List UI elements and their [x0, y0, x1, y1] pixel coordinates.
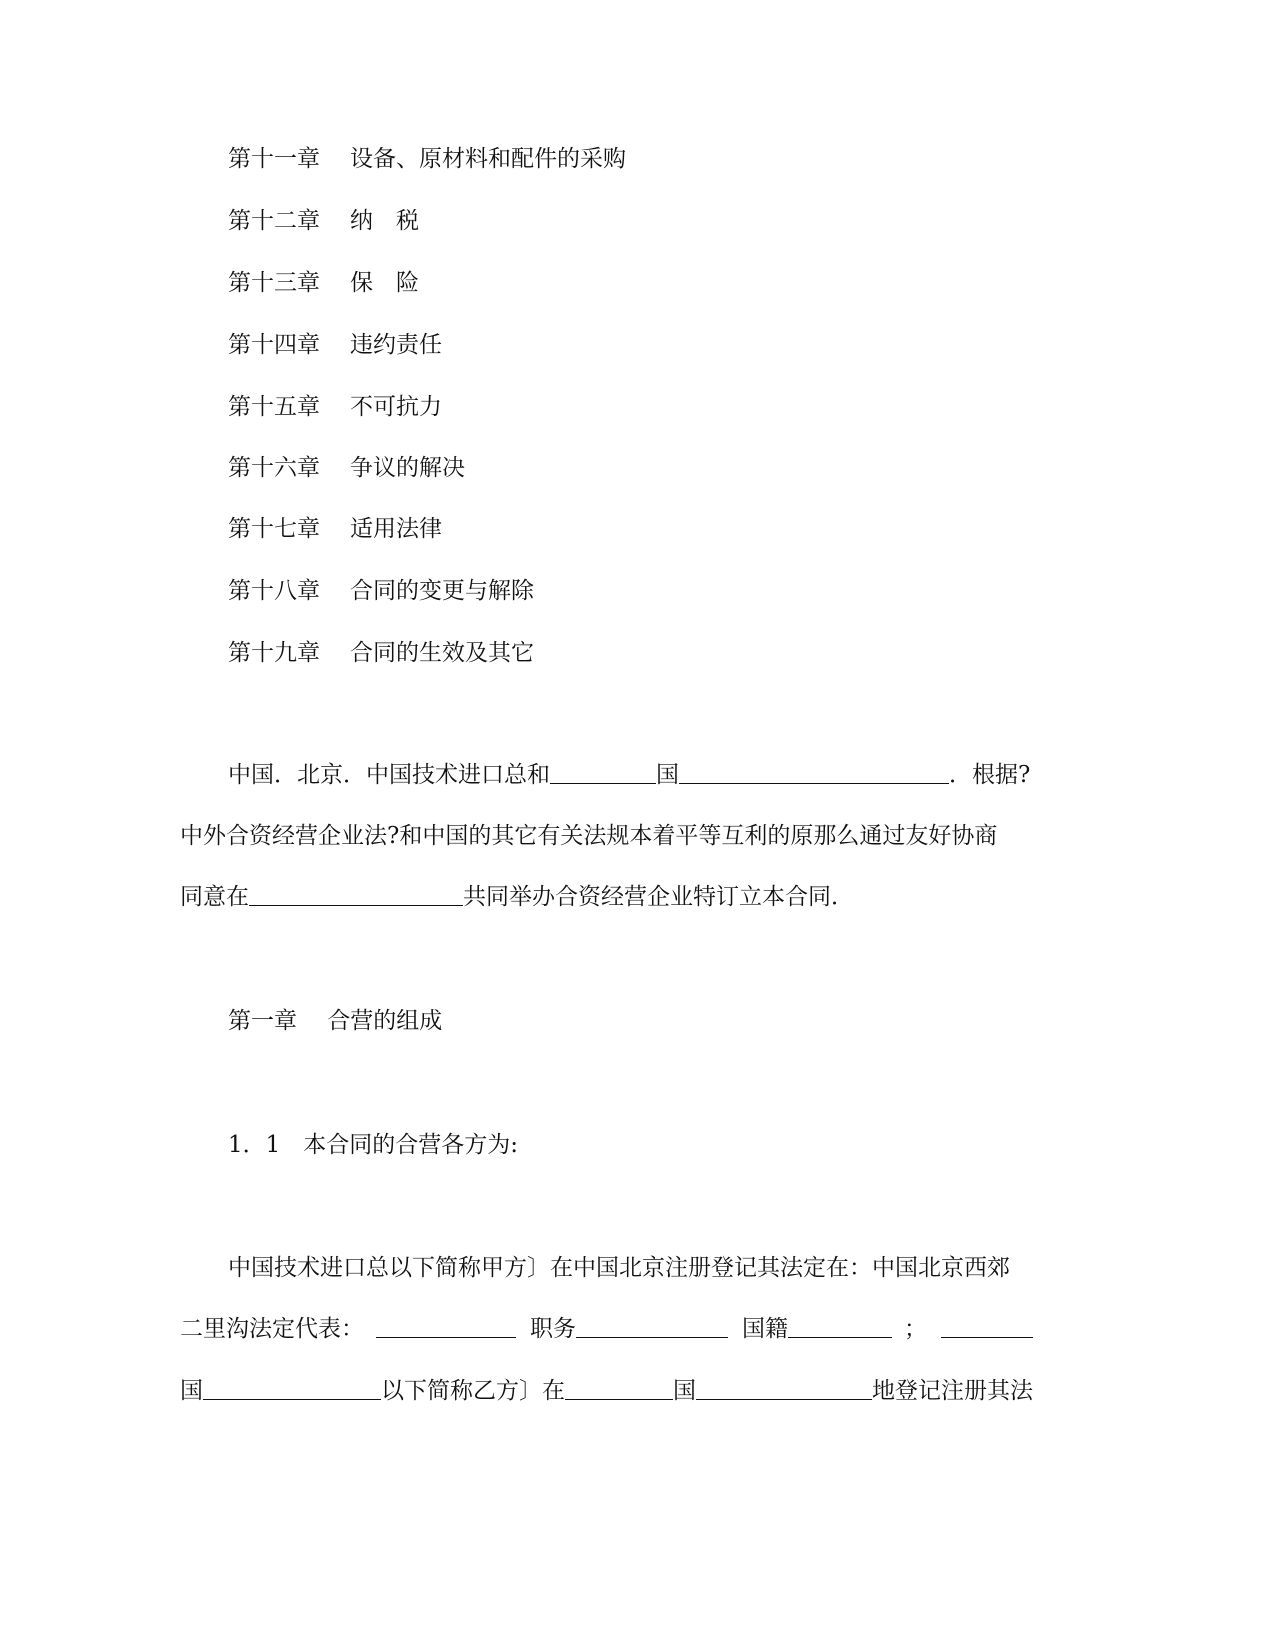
toc-chapter-title: 保 险	[350, 270, 419, 296]
preamble-text: 中外合资经营企业法?和中国的其它有关法规本着平等互利的原那么通过友好协商	[180, 823, 998, 849]
fill-in-blank	[565, 1377, 673, 1400]
toc-item	[228, 453, 465, 483]
party-text: 地登记注册其法	[872, 1378, 1033, 1404]
party-text: 国籍	[742, 1316, 788, 1342]
toc-item	[228, 392, 442, 422]
toc-item	[228, 144, 626, 174]
toc-chapter-title: 争议的解决	[350, 455, 465, 481]
fill-in-blank	[376, 1315, 516, 1338]
toc-item	[228, 638, 534, 668]
party-line	[228, 1253, 1010, 1283]
toc-chapter-title: 适用法律	[350, 516, 442, 542]
toc-chapter-number: 第十八章	[228, 578, 320, 604]
toc-chapter-number: 第十七章	[228, 516, 320, 542]
toc-chapter-title: 纳 税	[350, 208, 419, 234]
toc-item	[228, 330, 442, 360]
fill-in-blank	[788, 1315, 892, 1338]
toc-chapter-number: 第十九章	[228, 640, 320, 666]
preamble-text: 同意在	[180, 884, 249, 910]
fill-in-blank	[550, 761, 656, 784]
preamble-text: 国	[656, 762, 679, 788]
toc-chapter-title: 合同的变更与解除	[350, 578, 534, 604]
toc-item	[228, 514, 442, 544]
preamble-line	[180, 821, 997, 851]
fill-in-blank	[679, 761, 949, 784]
toc-chapter-number: 第十一章	[228, 146, 320, 172]
preamble-text: 中国．北京．中国技术进口总和	[228, 762, 550, 788]
preamble-text: 共同举办合资经营企业特订立本合同．	[463, 884, 854, 910]
toc-item	[228, 268, 419, 298]
toc-chapter-number: 第十三章	[228, 270, 320, 296]
toc-chapter-title: 不可抗力	[350, 394, 442, 420]
party-text: 中国技术进口总以下简称甲方〕在中国北京注册登记其法定在：中国北京西郊	[228, 1255, 1010, 1281]
clause-heading: 1．1 本合同的合营各方为:	[228, 1132, 519, 1158]
party-text: 国	[180, 1378, 203, 1404]
preamble-line	[228, 760, 1030, 790]
fill-in-blank	[941, 1315, 1033, 1338]
toc-chapter-number: 第十六章	[228, 455, 320, 481]
toc-chapter-title: 合同的生效及其它	[350, 640, 534, 666]
chapter-heading: 第一章 合营的组成	[228, 1008, 443, 1034]
party-text: 以下简称乙方〕在	[381, 1378, 565, 1404]
party-line	[180, 1376, 1033, 1406]
toc-item	[228, 576, 534, 606]
preamble-text: ．根据?	[949, 762, 1031, 788]
fill-in-blank	[576, 1315, 728, 1338]
party-text: 职务	[530, 1316, 576, 1342]
toc-chapter-number: 第十五章	[228, 394, 320, 420]
toc-chapter-number: 第十四章	[228, 332, 320, 358]
toc-chapter-number: 第十二章	[228, 208, 320, 234]
fill-in-blank	[249, 883, 463, 906]
party-text: 国	[673, 1378, 696, 1404]
toc-chapter-title: 设备、原材料和配件的采购	[350, 146, 626, 172]
preamble-line	[180, 882, 854, 912]
party-line	[180, 1314, 1033, 1344]
toc-item	[228, 206, 419, 236]
party-text: ；	[904, 1316, 927, 1342]
fill-in-blank	[696, 1377, 872, 1400]
party-text: 二里沟法定代表：	[180, 1316, 364, 1342]
fill-in-blank	[203, 1377, 381, 1400]
toc-chapter-title: 违约责任	[350, 332, 442, 358]
